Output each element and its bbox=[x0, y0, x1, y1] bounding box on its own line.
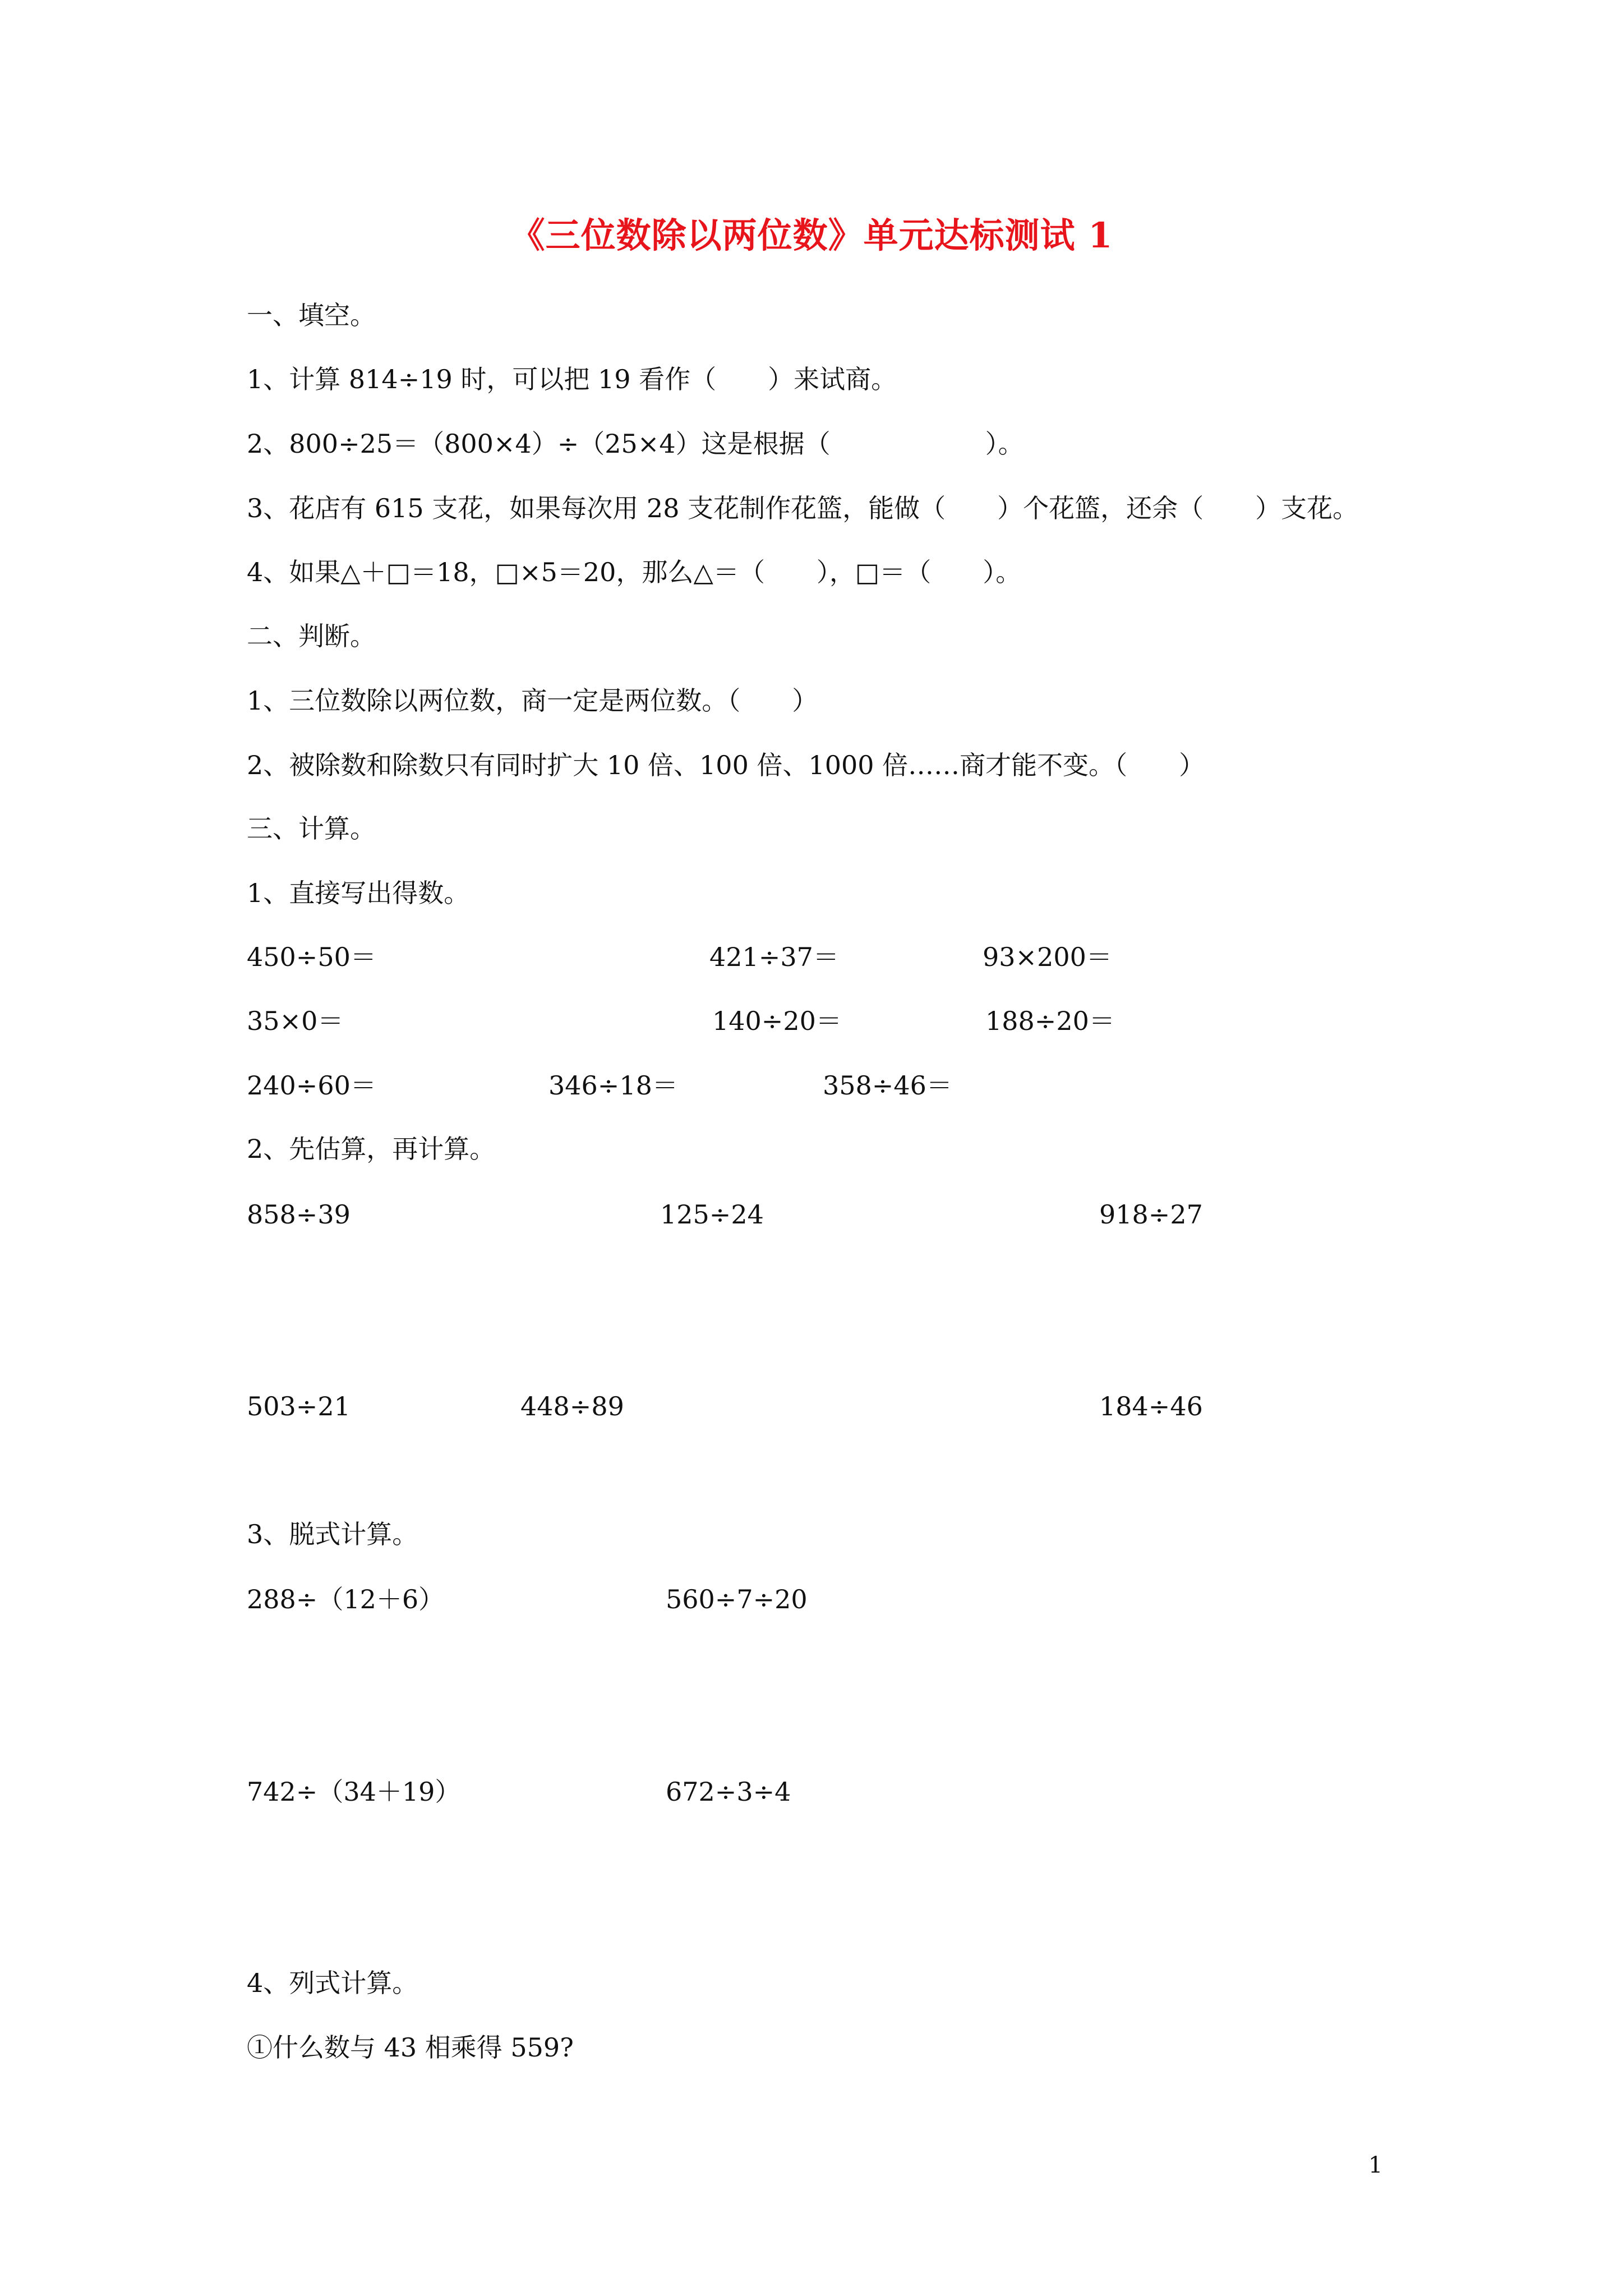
estimate-calc-item: 184÷46 bbox=[1099, 1391, 1203, 1421]
section1-heading: 一、填空。 bbox=[247, 300, 376, 330]
estimate-calc-item: 858÷39 bbox=[247, 1199, 351, 1230]
oral-calc-item: 140÷20＝ bbox=[712, 1006, 842, 1036]
estimate-calc-item: 448÷89 bbox=[520, 1391, 624, 1421]
part4-heading: 4、列式计算。 bbox=[247, 1968, 418, 1998]
oral-calc-item: 93×200＝ bbox=[983, 942, 1112, 972]
judgement-item-2: 2、被除数和除数只有同时扩大 10 倍、100 倍、1000 倍……商才能不变。（ ） bbox=[247, 750, 1205, 780]
estimate-calc-item: 503÷21 bbox=[247, 1391, 351, 1421]
oral-calc-item: 358÷46＝ bbox=[823, 1070, 952, 1101]
fill-blank-item-2: 2、800÷25＝（800×4）÷（25×4）这是根据（ ）。 bbox=[247, 429, 1024, 459]
stepwise-calc-item: 742÷（34＋19） bbox=[247, 1777, 461, 1807]
stepwise-calc-item: 288÷（12＋6） bbox=[247, 1584, 445, 1614]
fill-blank-item-4: 4、如果△＋□＝18，□×5＝20，那么△＝（ ），□＝（ ）。 bbox=[247, 557, 1022, 587]
section3-heading: 三、计算。 bbox=[247, 813, 376, 844]
fill-blank-item-1: 1、计算 814÷19 时，可以把 19 看作（ ）来试商。 bbox=[247, 364, 897, 394]
stepwise-calc-item: 560÷7÷20 bbox=[666, 1584, 808, 1614]
stepwise-calc-item: 672÷3÷4 bbox=[666, 1777, 791, 1807]
part2-heading: 2、先估算，再计算。 bbox=[247, 1134, 496, 1164]
oral-calc-item: 240÷60＝ bbox=[247, 1070, 376, 1101]
oral-calc-item: 188÷20＝ bbox=[985, 1006, 1115, 1036]
section2-heading: 二、判断。 bbox=[247, 621, 376, 651]
oral-calc-item: 35×0＝ bbox=[247, 1006, 344, 1036]
oral-calc-item: 421÷37＝ bbox=[709, 942, 839, 972]
page-number: 1 bbox=[1368, 2152, 1383, 2178]
page-title: 《三位数除以两位数》单元达标测试 1 bbox=[510, 215, 1113, 256]
part3-heading: 3、脱式计算。 bbox=[247, 1519, 418, 1549]
word-problem-item-1: ①什么数与 43 相乘得 559? bbox=[247, 2032, 574, 2063]
fill-blank-item-3: 3、花店有 615 支花，如果每次用 28 支花制作花篮，能做（ ）个花篮，还余（ ）支花。 bbox=[247, 493, 1359, 523]
oral-calc-item: 450÷50＝ bbox=[247, 942, 376, 972]
judgement-item-1: 1、三位数除以两位数，商一定是两位数。（ ） bbox=[247, 685, 818, 716]
estimate-calc-item: 918÷27 bbox=[1099, 1199, 1203, 1230]
part1-heading: 1、直接写出得数。 bbox=[247, 878, 470, 908]
estimate-calc-item: 125÷24 bbox=[660, 1199, 764, 1230]
oral-calc-item: 346÷18＝ bbox=[548, 1070, 678, 1101]
